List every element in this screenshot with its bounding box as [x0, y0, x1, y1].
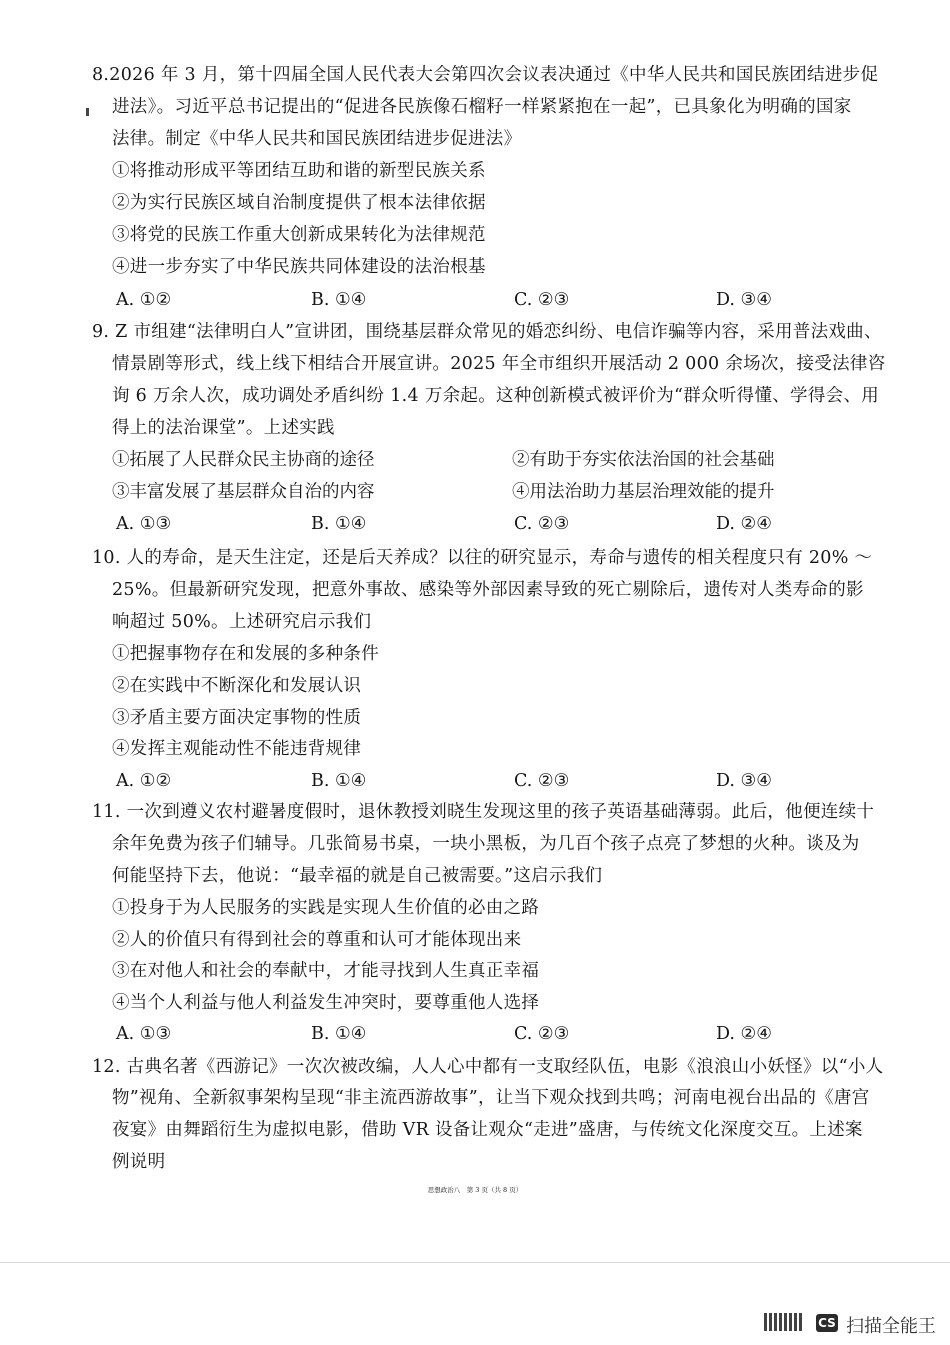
q10-stem-line-2: 25%。但最新研究发现，把意外事故、感染等外部因素导致的死亡剔除后，遗传对人类寿命的影: [112, 580, 864, 600]
q9-option-1: ①拓展了人民群众民主协商的途径: [112, 450, 375, 470]
q9-choice-d: D. ②④: [716, 514, 772, 534]
q10-option-2: ②在实践中不断深化和发展认识: [112, 676, 362, 696]
q11-choice-d: D. ②④: [716, 1024, 772, 1044]
q11-option-2: ②人的价值只有得到社会的尊重和认可才能体现出来: [112, 930, 522, 950]
q12-stem-line-4: 例说明: [112, 1152, 166, 1172]
q9-choice-b: B. ①④: [311, 514, 367, 534]
qr-code-icon: [764, 1313, 804, 1331]
page-divider: [0, 1262, 950, 1263]
q10-option-1: ①把握事物存在和发展的多种条件: [112, 644, 379, 664]
q8-option-1: ①将推动形成平等团结互助和谐的新型民族关系: [112, 161, 486, 181]
q8-option-3: ③将党的民族工作重大创新成果转化为法律规范: [112, 225, 486, 245]
q11-option-1: ①投身于为人民服务的实践是实现人生价值的必由之路: [112, 898, 540, 918]
q9-stem-line-2: 情景剧等形式，线上线下相结合开展宣讲。2025 年全市组织开展活动 2 000 余场次，接受法律咨: [112, 354, 886, 374]
q9-stem-line-3: 询 6 万余人次，成功调处矛盾纠纷 1.4 万余起。这种创新模式被评价为“群众听得懂、学得会、用: [112, 386, 880, 406]
q8-option-4: ④进一步夯实了中华民族共同体建设的法治根基: [112, 257, 486, 277]
q12-stem-line-2: 物”视角、全新叙事架构呈现“非主流西游故事”，让当下观众找到共鸣；河南电视台出品的《唐宫: [112, 1088, 870, 1108]
q11-choice-a: A. ①③: [116, 1024, 172, 1044]
q9-stem-line-4: 得上的法治课堂”。上述实践: [112, 418, 335, 438]
q10-stem-line-1: 10. 人的寿命，是天生注定，还是后天养成？以往的研究显示，寿命与遗传的相关程度只有 20% ～: [92, 548, 873, 568]
q12-stem-line-3: 夜宴》由舞蹈衍生为虚拟电影，借助 VR 设备让观众“走进”盛唐，与传统文化深度交互。上述案: [112, 1120, 863, 1140]
q10-option-3: ③矛盾主要方面决定事物的性质: [112, 708, 362, 728]
q11-choice-b: B. ①④: [311, 1024, 367, 1044]
q9-option-3: ③丰富发展了基层群众自治的内容: [112, 482, 375, 502]
q10-choice-c: C. ②③: [514, 771, 570, 791]
scanner-brand-text: 扫描全能王: [846, 1316, 936, 1334]
q9-stem-line-1: 9. Z 市组建“法律明白人”宣讲团，围绕基层群众常见的婚恋纠纷、电信诈骗等内容，采用普法戏曲、: [92, 322, 882, 342]
q9-choice-a: A. ①③: [116, 514, 172, 534]
q11-option-4: ④当个人利益与他人利益发生冲突时，要尊重他人选择: [112, 993, 540, 1013]
q10-option-4: ④发挥主观能动性不能违背规律: [112, 739, 362, 759]
q11-stem-line-1: 11. 一次到遵义农村避暑度假时，退休教授刘晓生发现这里的孩子英语基础薄弱。此后，他便连续十: [92, 802, 875, 822]
q11-option-3: ③在对他人和社会的奉献中，才能寻找到人生真正幸福: [112, 961, 540, 981]
q8-stem-line-3: 法律。制定《中华人民共和国民族团结进步促进法》: [112, 129, 522, 149]
page-footer: 思想政治八 第 3 页（共 8 页）: [427, 1186, 523, 1194]
q9-option-4: ④用法治助力基层治理效能的提升: [512, 482, 775, 502]
q8-choice-a: A. ①②: [116, 290, 172, 310]
scan-mark: [86, 108, 89, 116]
q8-option-2: ②为实行民族区域自治制度提供了根本法律依据: [112, 193, 486, 213]
q9-option-2: ②有助于夯实依法治国的社会基础: [512, 450, 775, 470]
q10-choice-d: D. ③④: [716, 771, 772, 791]
q8-stem-line-1: 8.2026 年 3 月，第十四届全国人民代表大会第四次会议表决通过《中华人民共和国民族团结进步促: [92, 65, 879, 85]
q8-choice-b: B. ①④: [311, 290, 367, 310]
camscanner-logo: CS: [816, 1314, 838, 1332]
q8-choice-d: D. ③④: [716, 290, 772, 310]
q10-choice-b: B. ①④: [311, 771, 367, 791]
q11-stem-line-2: 余年免费为孩子们辅导。几张简易书桌，一块小黑板，为几百个孩子点亮了梦想的火种。谈及为: [112, 834, 860, 854]
q12-stem-line-1: 12. 古典名著《西游记》一次次被改编，人人心中都有一支取经队伍，电影《浪浪山小妖怪》以“小人: [92, 1057, 884, 1077]
q10-choice-a: A. ①②: [116, 771, 172, 791]
q8-stem-line-2: 进法》。习近平总书记提出的“促进各民族像石榴籽一样紧紧抱在一起”，已具象化为明确的国家: [112, 97, 852, 117]
q11-stem-line-3: 何能坚持下去，他说：“最幸福的就是自己被需要。”这启示我们: [112, 866, 603, 886]
q11-choice-c: C. ②③: [514, 1024, 570, 1044]
q8-choice-c: C. ②③: [514, 290, 570, 310]
q10-stem-line-3: 响超过 50%。上述研究启示我们: [112, 612, 372, 632]
q9-choice-c: C. ②③: [514, 514, 570, 534]
